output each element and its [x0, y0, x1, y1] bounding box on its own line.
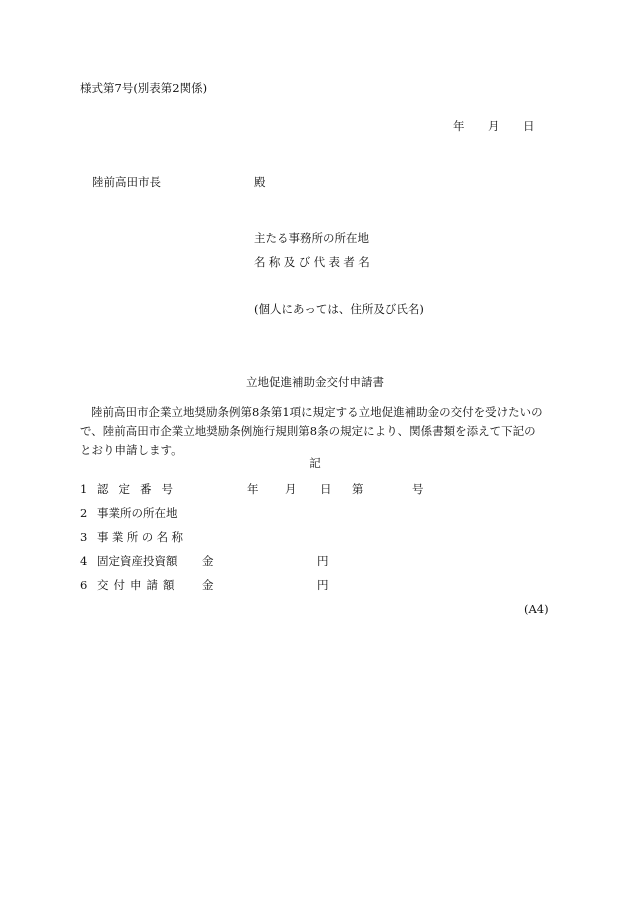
- date-month-label: 月: [488, 119, 500, 133]
- addressee: 陸前高田市長: [92, 175, 161, 189]
- certification-number-label: 認定番号: [97, 482, 183, 496]
- office-location-label: 事業所の所在地: [97, 506, 178, 520]
- ki-heading: 記: [309, 456, 321, 470]
- item-number: 1: [80, 482, 88, 496]
- item-go-label: 号: [412, 482, 424, 496]
- body-line: とおり申請します。: [80, 443, 183, 457]
- individual-note: (個人にあっては、住所及び氏名): [254, 302, 424, 316]
- item-dai-label: 第: [352, 482, 364, 496]
- representative-name-label: 名称及び代表者名: [254, 255, 374, 269]
- item-number: 4: [80, 554, 88, 568]
- yen-label: 円: [317, 554, 329, 568]
- application-body: [80, 403, 548, 460]
- item-number: 6: [80, 578, 88, 592]
- kin-label: 金: [202, 554, 214, 568]
- body-line: 陸前高田市企業立地奨励条例第8条第1項に規定する立地促進補助金の交付を受けたいの: [91, 405, 543, 419]
- kin-label: 金: [202, 578, 214, 592]
- honorific: 殿: [254, 175, 266, 189]
- office-address-label: 主たる事務所の所在地: [254, 231, 369, 245]
- item-day-label: 日: [320, 482, 332, 496]
- item-year-label: 年: [247, 482, 259, 496]
- item-number: 3: [80, 530, 88, 544]
- date-year-label: 年: [453, 119, 465, 133]
- application-amount-label: 交付申請額: [97, 578, 180, 592]
- item-month-label: 月: [285, 482, 297, 496]
- yen-label: 円: [317, 578, 329, 592]
- item-number: 2: [80, 506, 88, 520]
- fixed-asset-investment-label: 固定資産投資額: [97, 554, 178, 568]
- paper-size-label: (A4): [524, 602, 549, 616]
- office-name-label: 事業所の名称: [97, 530, 187, 544]
- body-line: で、陸前高田市企業立地奨励条例施行規則第8条の規定により、関係書類を添えて下記の: [80, 424, 536, 438]
- document-title: 立地促進補助金交付申請書: [246, 375, 384, 389]
- form-number: 様式第7号(別表第2関係): [80, 81, 208, 95]
- date-day-label: 日: [523, 119, 535, 133]
